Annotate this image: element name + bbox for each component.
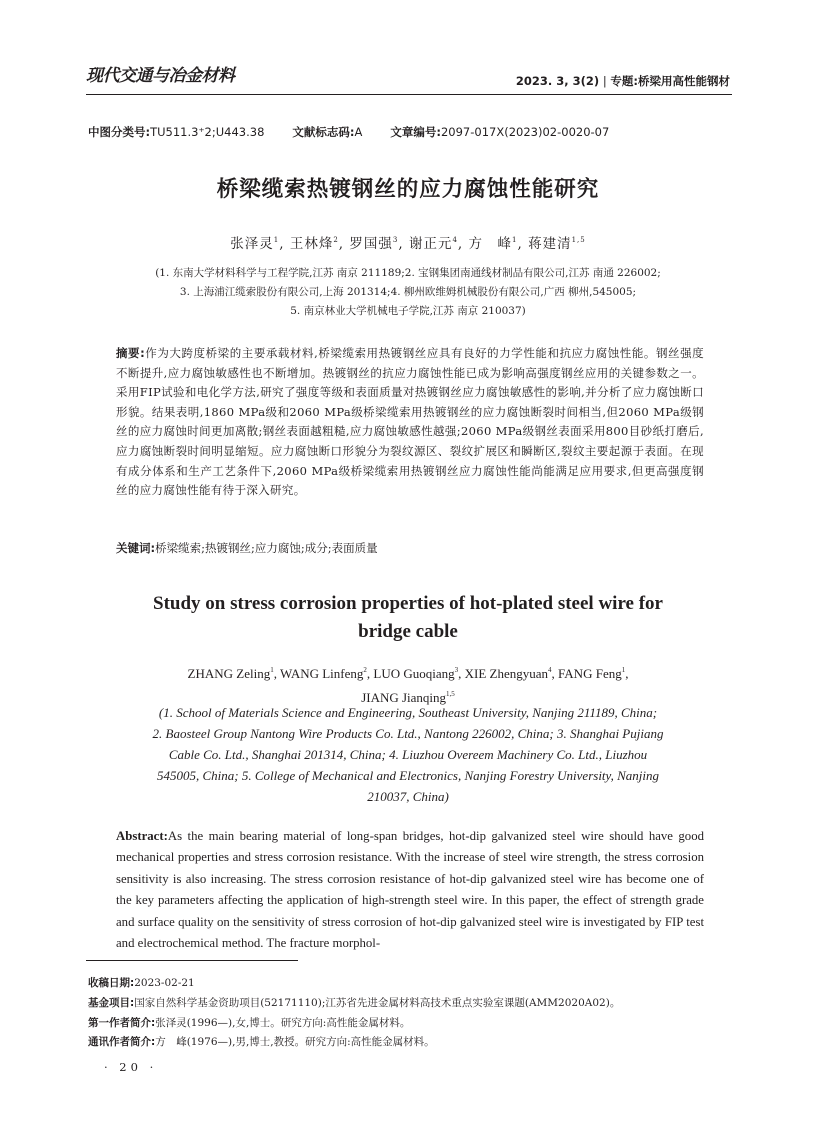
clc-value: TU511.3⁺2;U443.38 <box>150 125 265 139</box>
page-number: · 20 · <box>104 1060 158 1074</box>
special-topic: 专题:桥梁用高性能钢材 <box>610 74 730 88</box>
author-name: 蒋建清 <box>528 236 572 252</box>
author-name: LUO Guoqiang <box>373 666 455 681</box>
abstract-text: 作为大跨度桥梁的主要承载材料,桥梁缆索用热镀钢丝应具有良好的力学性能和抗应力腐蚀性能。钢丝强度不断提升,应力腐蚀敏感性也不断增加。热镀钢丝的抗应力腐蚀性能已成为影响高强度钢丝应用的关键参数之一。采用FIP试验和电化学方法,研究了强度等级和表面质量对热镀钢丝应力腐蚀敏感性的影响,并分析了应力腐蚀断口形貌。结果表明,1860 MPa级和2060 MPa级桥梁缆索用热镀钢丝的应力腐蚀断裂时间相当,但2060 MPa级钢丝的应力腐蚀时间更加离散;钢丝表面越粗糙,应力腐蚀敏感性越强;2060 MPa级钢丝表面采用800目砂纸打磨后,应力腐蚀断裂时间明显缩短。应力腐蚀断口形貌分为裂纹源区、裂纹扩展区和瞬断区,裂纹主要起源于表面。在现有成分体系和生产工艺条件下,2060 MPa级桥梁缆索用热镀钢丝应力腐蚀性能尚能满足应用要求,但更高强度钢丝的应力腐蚀性能有待于深入研究。 <box>116 346 704 498</box>
doc-code-label: 文献标志码: <box>292 125 355 139</box>
abstract-text: As the main bearing material of long-span bridges, hot-dip galvanized steel wire should have good mechanical properties and stress corrosion resistance. With the increase of steel wire strength, the stress corrosion sensitivity is also increasing. The stress corrosion resistance of hot-dip galvanized steel wire has become one of the key parameters affecting the application of high-strength steel wire. In this paper, the effect of strength grade and surface quality on the sensitivity of stress corrosion of hot-dip galvanized steel wire is investigated by FIP test and electrochemical method. The fracture morphol- <box>116 829 704 951</box>
author-affil-sup: 1 <box>273 236 280 244</box>
header-separator: | <box>602 74 607 88</box>
footnotes <box>88 974 738 1053</box>
author-affil-sup: 2 <box>363 666 367 674</box>
affiliation-line: 545005, China; 5. College of Mechanical and Electronics, Nanjing Forestry University, Nanjing <box>156 768 659 783</box>
author-name: 张泽灵 <box>230 236 274 252</box>
chinese-abstract <box>116 344 704 501</box>
author-name: WANG Linfeng <box>279 666 364 681</box>
affiliation-line: (1. 东南大学材料科学与工程学院,江苏 南京 211189;2. 宝钢集团南通线材制品有限公司,江苏 南通 226002; <box>155 267 661 279</box>
english-authors <box>80 660 736 708</box>
affiliation-line: 3. 上海浦江缆索股份有限公司,上海 201314;4. 柳州欧维姆机械股份有限公司,广西 柳州,545005; <box>179 286 637 298</box>
abstract-label: 摘要: <box>116 346 146 360</box>
article-no-value: 2097-017X(2023)02-0020-07 <box>440 125 610 139</box>
author-name: FANG Feng <box>558 666 622 681</box>
author-name: 谢正元 <box>408 236 453 252</box>
affiliation-line: 2. Baosteel Group Nantong Wire Products Co. Ltd., Nantong 226002, China; 3. Shanghai Pujiang <box>152 726 664 741</box>
classification-line <box>88 124 609 140</box>
chinese-authors: 张泽灵$^1$, 王林烽$^2$, 罗国强$^3$, 谢正元$^4$, 方 峰$^1$, 蒋建清$^{1,5}$ <box>230 236 586 252</box>
footnote-rule <box>86 960 298 961</box>
footnote-corresponding-author: 通讯作者简介:方 峰(1976—),男,博士,教授。研究方向:高性能金属材料。 <box>88 1036 435 1049</box>
english-title-line: Study on stress corrosion properties of hot-plated steel wire for <box>153 593 663 614</box>
clc-label: 中图分类号: <box>88 125 151 139</box>
author-name: ZHANG Zeling <box>187 666 271 681</box>
keywords-label: 关键词: <box>116 541 156 555</box>
english-affiliations <box>112 702 704 807</box>
affiliation-line: 210037, China) <box>367 789 449 804</box>
abstract-label: Abstract: <box>116 829 168 843</box>
author-affil-sup: 3 <box>454 666 459 674</box>
author-name: XIE Zhengyuan <box>464 666 549 681</box>
author-name: 罗国强 <box>349 236 393 252</box>
affiliation-line: 5. 南京林业大学机械电子学院,江苏 南京 210037) <box>290 305 526 317</box>
english-title <box>80 590 736 646</box>
author-affil-sup: 4 <box>452 236 458 244</box>
footnote-funding: 基金项目:国家自然科学基金资助项目(52171110);江苏省先进金属材料高技术重点实验室课题(AMM2020A02)。 <box>88 996 621 1009</box>
affiliation-line: Cable Co. Ltd., Shanghai 201314, China; 4. Liuzhou Overeem Machinery Co. Ltd., Liuzhou <box>168 747 648 762</box>
chinese-title: 桥梁缆索热镀钢丝的应力腐蚀性能研究 <box>216 177 600 202</box>
journal-logo: 现代交通与冶金材料 <box>86 66 235 86</box>
chinese-keywords <box>116 540 704 556</box>
keywords-text: 桥梁缆索;热镀钢丝;应力腐蚀;成分;表面质量 <box>155 541 378 555</box>
english-abstract <box>116 826 704 954</box>
author-affil-sup: 4 <box>548 666 552 674</box>
author-affil-sup: 1,5 <box>571 236 586 244</box>
article-no-label: 文章编号: <box>390 125 441 139</box>
header-rule <box>86 94 732 95</box>
english-authors-line: ZHANG Zeling$^1$, WANG Linfeng$^2$, LUO Guoqiang$^3$, XIE Zhengyuan$^4$, FANG Feng$^1$, <box>187 666 629 681</box>
issue-topic-header <box>516 73 730 89</box>
author-name: 王林烽 <box>289 236 334 252</box>
author-affil-sup: 1 <box>512 236 518 244</box>
footnote-received: 收稿日期:2023-02-21 <box>88 977 195 989</box>
author-affil-sup: 1 <box>270 666 274 674</box>
english-title-line: bridge cable <box>358 621 458 642</box>
affiliation-line: (1. School of Materials Science and Engineering, Southeast University, Nanjing 211189, China; <box>158 705 658 720</box>
issue-number: 2023. 3, 3(2) <box>515 74 600 88</box>
doc-code-value: A <box>354 125 363 139</box>
author-affil-sup: 1 <box>621 666 626 674</box>
author-affil-sup: 1,5 <box>446 690 455 698</box>
author-name: 方 峰 <box>468 236 513 252</box>
footnote-first-author: 第一作者简介:张泽灵(1996—),女,博士。研究方向:高性能金属材料。 <box>88 1016 411 1029</box>
author-name: JIANG Jianqing <box>361 690 447 705</box>
author-affil-sup: 3 <box>392 236 399 244</box>
chinese-affiliations <box>88 264 728 321</box>
author-affil-sup: 2 <box>333 236 339 244</box>
